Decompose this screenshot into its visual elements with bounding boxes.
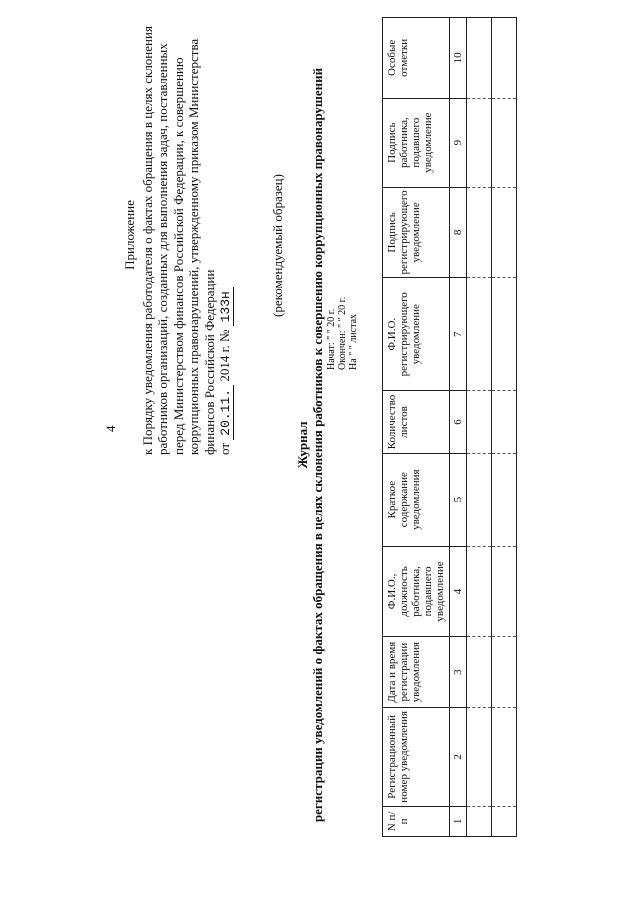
started-line: Начат: " " 20 г. — [326, 308, 337, 370]
header-cell: Дата и время регистрации уведомления — [383, 637, 450, 708]
header-cell: Подпись регистрирующего уведомление — [383, 187, 450, 278]
empty-cell — [467, 391, 492, 454]
journal-table — [382, 17, 517, 837]
number-cell: 4 — [450, 546, 467, 637]
empty-cell — [467, 453, 492, 546]
appendix-text: к Порядку уведомления работодателя о фактах обращения в целях склонения работников организаций, созданных для выполнения задач, поставленных перед Министерством финансов Российской Федерации, к совершению коррупционных правонарушений, утвержденному приказом Министерства финансов Российской Федерации — [139, 26, 217, 455]
number-cell: 5 — [450, 453, 467, 546]
number-cell: 6 — [450, 391, 467, 454]
empty-cell — [492, 187, 517, 278]
rotated-document-sheet — [120, 5, 640, 885]
sheets-line: На " " листах — [348, 313, 359, 370]
number-cell: 8 — [450, 187, 467, 278]
order-number: 133н — [218, 287, 234, 326]
header-cell: Особые отметки — [383, 18, 450, 99]
empty-cell — [492, 707, 517, 806]
date-prefix: от — [217, 442, 232, 455]
empty-cell — [492, 18, 517, 99]
empty-cell — [467, 806, 492, 836]
number-cell: 10 — [450, 18, 467, 99]
empty-cell — [492, 278, 517, 391]
table-header-row — [383, 18, 450, 837]
header-cell: N п/п — [383, 806, 450, 836]
appendix-block — [122, 15, 234, 455]
journal-dates — [326, 297, 359, 370]
empty-cell — [467, 18, 492, 99]
empty-cell — [492, 391, 517, 454]
empty-cell — [467, 98, 492, 187]
number-cell: 7 — [450, 278, 467, 391]
header-cell: Подпись работника, подавшего уведомление — [383, 98, 450, 187]
table-number-row — [450, 18, 467, 837]
header-cell: Ф.И.О., должность работника, подавшего уведомление — [383, 546, 450, 637]
journal-heading — [295, 5, 325, 885]
journal-title: Журнал — [295, 421, 310, 469]
empty-cell — [467, 546, 492, 637]
number-cell: 3 — [450, 637, 467, 708]
empty-cell — [492, 806, 517, 836]
number-cell: 1 — [450, 806, 467, 836]
header-cell: Ф.И.О. регистрирующего уведомление — [383, 278, 450, 391]
header-cell: Регистрационный номер уведомления — [383, 707, 450, 806]
date-handwritten: 20.11. — [218, 385, 234, 440]
date-year: 2014 г. № — [217, 329, 232, 382]
sample-note: (рекомендуемый образец) — [270, 174, 285, 317]
appendix-title: Приложение — [122, 200, 137, 270]
empty-cell — [492, 453, 517, 546]
empty-cell — [467, 278, 492, 391]
empty-cell — [492, 546, 517, 637]
journal-subtitle: регистрации уведомлений о фактах обращения в целях склонения работников к совершению коррупционных правонарушений — [310, 67, 325, 823]
empty-cell — [492, 98, 517, 187]
empty-cell — [467, 637, 492, 708]
header-cell: Количество листов — [383, 391, 450, 454]
header-cell: Краткое содержание уведомления — [383, 453, 450, 546]
empty-cell — [467, 707, 492, 806]
table-empty-row — [492, 18, 517, 837]
finished-line: Окончен: " " 20 г. — [337, 296, 348, 370]
table-empty-row — [467, 18, 492, 837]
number-cell: 9 — [450, 98, 467, 187]
appendix-date-line — [217, 15, 234, 455]
empty-cell — [467, 187, 492, 278]
number-cell: 2 — [450, 707, 467, 806]
page-number: 4 — [103, 425, 118, 432]
empty-cell — [492, 637, 517, 708]
